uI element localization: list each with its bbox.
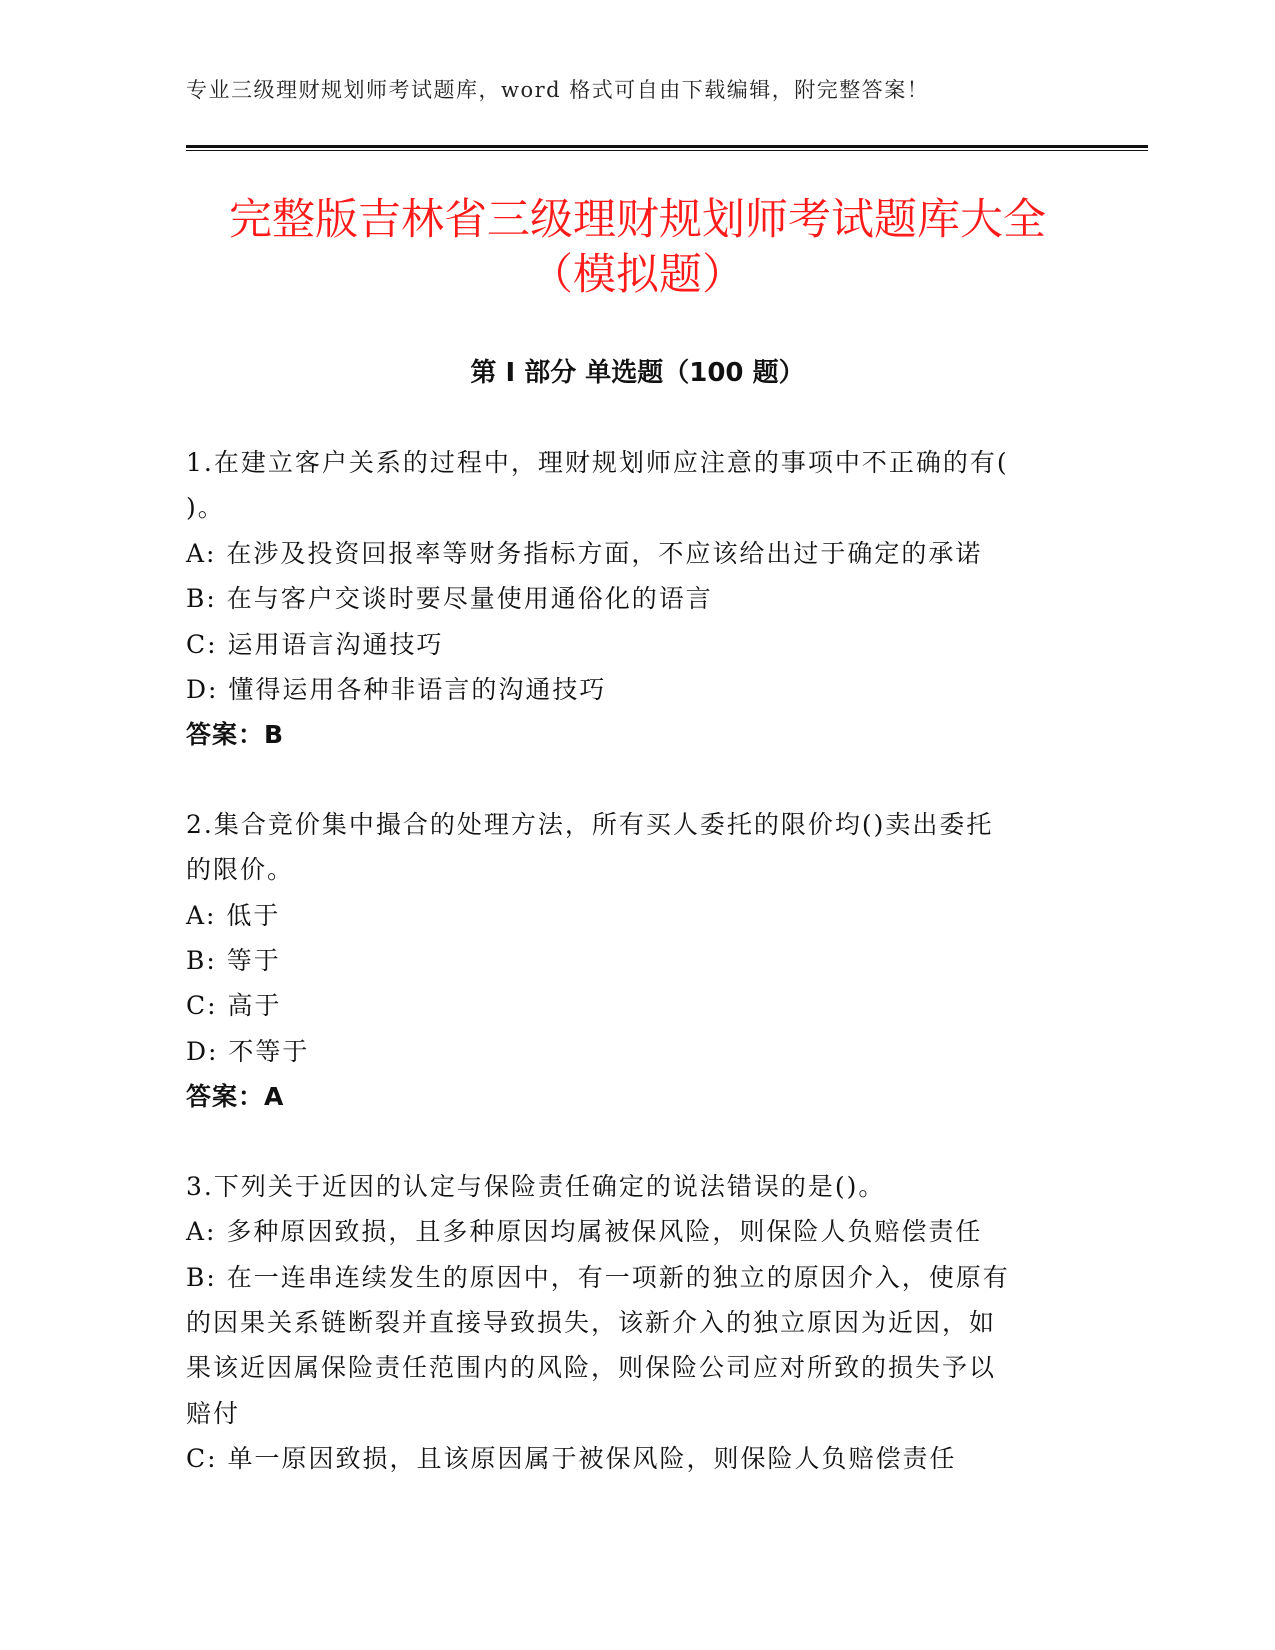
- option-c: C: 单一原因致损，且该原因属于被保风险，则保险人负赔偿责任: [186, 1444, 957, 1474]
- question-stem: 1.在建立客户关系的过程中，理财规划师应注意的事项中不正确的有(: [186, 448, 1009, 477]
- option-a: A: 多种原因致损，且多种原因均属被保风险，则保险人负赔偿责任: [186, 1217, 983, 1247]
- option-a: A: 在涉及投资回报率等财务指标方面，不应该给出过于确定的承诺: [186, 538, 983, 568]
- answer-label: 答案：A: [186, 1082, 285, 1112]
- option-b-continued: 赔付: [186, 1398, 241, 1428]
- option-c: C: 高于: [186, 991, 282, 1021]
- option-d: D: 不等于: [186, 1036, 310, 1066]
- header-divider-thin: [186, 150, 1148, 151]
- question-stem: 3.下列关于近因的认定与保险责任确定的说法错误的是()。: [186, 1171, 886, 1201]
- document-title: [150, 193, 1125, 303]
- question-3: [186, 1164, 1066, 1482]
- question-stem-continued: 的限价。: [186, 855, 295, 885]
- question-2: [186, 802, 1066, 1120]
- option-d: D: 懂得运用各种非语言的沟通技巧: [186, 675, 607, 705]
- option-b-continued: 果该近因属保险责任范围内的风险，则保险公司应对所致的损失予以: [186, 1353, 997, 1383]
- question-1: [186, 440, 1066, 758]
- page-header-text: 专业三级理财规划师考试题库，word 格式可自由下载编辑，附完整答案！: [186, 78, 930, 102]
- option-b: B: 在一连串连续发生的原因中，有一项新的独立的原因介入，使原有: [186, 1262, 1010, 1292]
- question-list: [186, 440, 1066, 1526]
- option-b-continued: 的因果关系链断裂并直接导致损失，该新介入的独立原因为近因，如: [186, 1307, 997, 1337]
- option-b: B: 在与客户交谈时要尽量使用通俗化的语言: [186, 584, 713, 614]
- document-title-line-1: 完整版吉林省三级理财规划师考试题库大全: [229, 195, 1046, 245]
- section-title: 第 I 部分 单选题（100 题）: [470, 358, 805, 388]
- question-stem: 2.集合竞价集中撮合的处理方法，所有买人委托的限价均()卖出委托: [186, 809, 994, 839]
- option-c: C: 运用语言沟通技巧: [186, 629, 444, 659]
- document-title-line-2: （模拟题）: [530, 250, 745, 300]
- answer-label: 答案：B: [186, 720, 285, 750]
- header-divider-thick: [186, 145, 1148, 148]
- option-b: B: 等于: [186, 946, 281, 976]
- option-a: A: 低于: [186, 900, 281, 930]
- question-stem-continued: )。: [186, 493, 225, 523]
